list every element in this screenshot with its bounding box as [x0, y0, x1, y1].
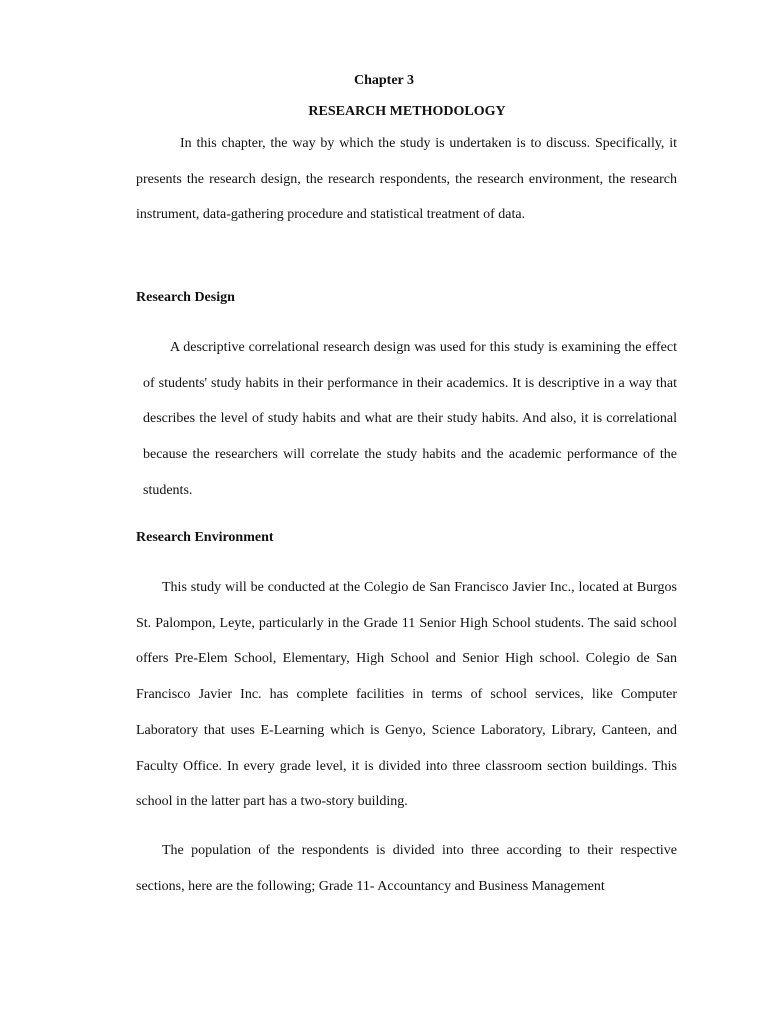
chapter-label: Chapter 3 — [353, 73, 415, 88]
intro-paragraph: In this chapter, the way by which the study is undertaken is to discuss. Specifically, it presents the research design, the research respondents, the research environment, the research instrument, data-gathering procedure and statistical treatment of data. — [136, 136, 677, 223]
section-heading-research-environment: Research Environment — [136, 530, 274, 545]
research-environment-paragraph: This study will be conducted at the Colegio de San Francisco Javier Inc., located at Burgos St. Palompon, Leyte, particularly in the Grade 11 Senior High School students. The said school offers Pre-Elem School, Elementary, High School and Senior High school. Colegio de San Francisco Javier Inc. has complete facilities in terms of school services, like Computer Laboratory that uses E-Learning which is Genyo, Science Laboratory, Library, Canteen, and Faculty Office. In every grade level, it is divided into three classroom section buildings. This school in the latter part has a two-story building. — [136, 580, 677, 810]
section-heading-research-design: Research Design — [136, 290, 235, 305]
research-design-paragraph: A descriptive correlational research design was used for this study is examining the effect of students' study habits in their performance in their academics. It is descriptive in a way that describes the level of study habits and what are their study habits. And also, it is correlational because the researchers will correlate the study habits and the academic performance of the students. — [143, 340, 677, 498]
population-paragraph: The population of the respondents is divided into three according to their respective sections, here are the following; Grade 11- Accountancy and Business Management — [136, 843, 677, 894]
chapter-title: RESEARCH METHODOLOGY — [308, 104, 506, 119]
